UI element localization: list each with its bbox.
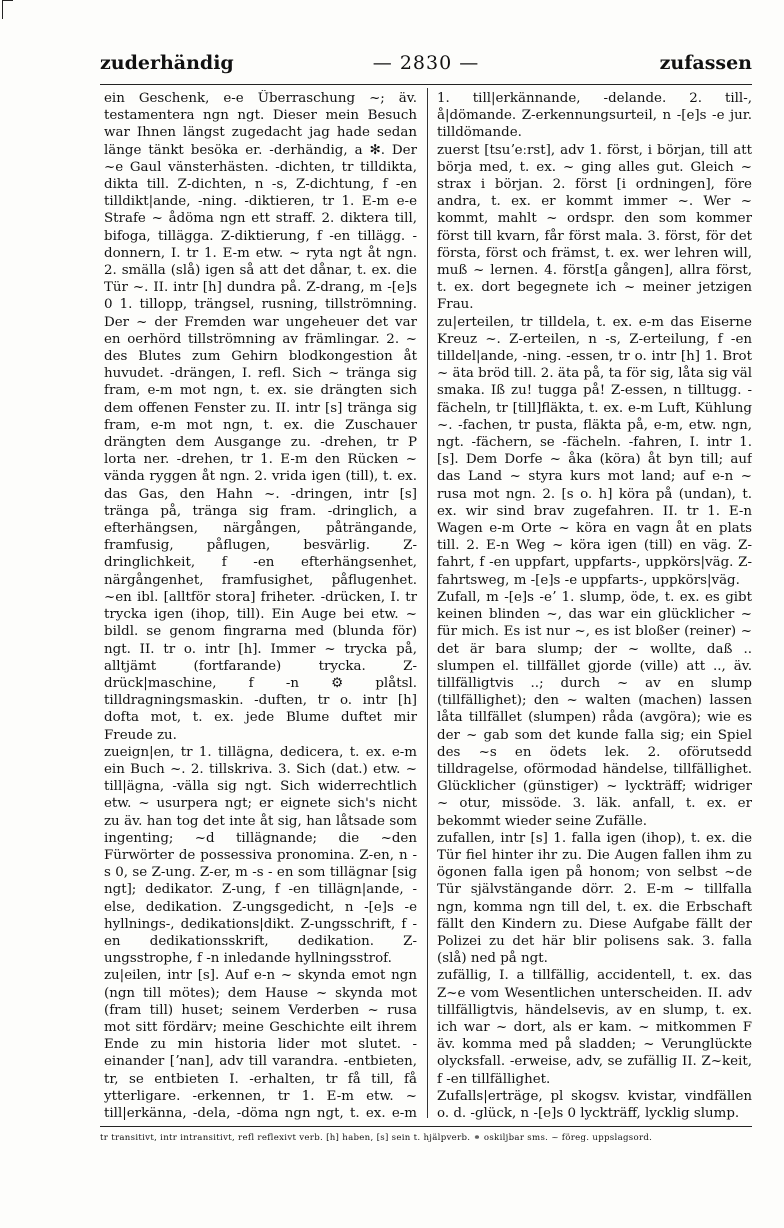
left-column xyxy=(104,90,417,1120)
right-guide-word: zufassen xyxy=(659,52,752,74)
left-guide-word: zuderhändig xyxy=(100,52,234,74)
abbreviation-key-footer: tr transitivt, intr intransitivt, refl reflexivt verb. [h] haben, [s] sein t. hjälpverb. ⚭ oskiljbar sms. ~ föreg. uppslagsord. xyxy=(100,1133,653,1143)
footer-rule xyxy=(100,1126,752,1127)
dictionary-entry: Zufalls|erträge, pl skogsv. kvistar, vindfällen o. d. -glück, n -[e]s 0 lyckträff, lycklig slump. xyxy=(437,1088,752,1120)
dictionary-entry: Zufall, m -[e]s -eʼ 1. slump, öde, t. ex. es gibt keinen blinden ~, das war ein glücklicher ~ für mich. Es ist nur ~, es ist bloßer (reiner) ~ det är bara slump; der ~ wollte, daß .. slumpen el. tillfället gjorde (ville) att .., äv. tillfälligtvis ..; durch ~ av en slump (tillfällighet); den ~ walten (machen) lassen låta tillfället (slumpen) råda (avgöra); wie es der ~ gab som det kunde falla sig; ein Spiel des ~s en ödets lek. 2. oförutsedd tilldragelse, oförmodad händelse, tillfällighet. Glücklicher (günstiger) ~ lyckträff; widriger ~ otur, missöde. 3. läk. anfall, t. ex. er bekommt wieder seine Zufälle. xyxy=(437,589,752,829)
page-number: — 2830 — xyxy=(372,52,480,74)
dictionary-entry: zufallen, intr [s] 1. falla igen (ihop), t. ex. die Tür fiel hinter ihr zu. Die Augen fallen ihm zu ögonen falla igen på honom; von selbst ~de Tür självstängande dörr. 2. E-m ~ tillfalla ngn, komma ngn till del, t. ex. die Erbschaft fällt den Kindern zu. Diese Aufgabe fällt der Polizei zu det här blir polisens sak. 3. falla (slå) ned på ngt. xyxy=(437,830,752,967)
dictionary-entry: zu|erteilen, tr tilldela, t. ex. e-m das Eiserne Kreuz ~. Z-erteilen, n -s, Z-erteilung, f -en tilldel|ande, -ning. -essen, tr o. intr [h] 1. Brot ~ äta bröd till. 2. äta på, ta för sig, låta sig väl smaka. Iß zu! tugga på! Z-essen, n tilltugg. -fächeln, tr [till]fläkta, t. ex. e-m Luft, Kühlung ~. -fachen, tr pusta, fläkta på, e-m, etw. ngn, ngt. -fächern, se -fächeln. -fahren, I. intr 1. [s]. Dem Dorfe ~ åka (köra) åt byn till; auf das Land ~ styra kurs mot land; auf e-n ~ rusa mot ngn. 2. [s o. h] köra på (undan), t. ex. wir sind brav zugefahren. II. tr 1. E-n Wagen e-m Orte ~ köra en vagn åt en plats till. 2. E-n Weg ~ köra igen (till) en väg. Z-fahrt, f -en uppfart, uppfarts-, uppkörs|väg. Z-fahrtsweg, m -[e]s -e uppfarts-, uppkörs|väg. xyxy=(437,314,752,588)
dictionary-entry: ein Geschenk, e-e Überraschung ~; äv. testamentera ngn ngt. Dieser mein Besuch war Ihnen längst zugedacht jag hade sedan länge tänkt besöka er. -derhändig, a ✻. Der ~e Gaul vänsterhästen. -dichten, tr tilldikta, dikta till. Z-dichten, n -s, Z-dichtung, f -en tilldikt|ande, -ning. -diktieren, tr 1. E-m e-e Strafe ~ ådöma ngn ett straff. 2. diktera till, bifoga, tillägga. Z-diktierung, f -en tillägg. -donnern, I. tr 1. E-m etw. ~ ryta ngt åt ngn. 2. smälla (slå) igen så att det dånar, t. ex. die Tür ~. II. intr [h] dundra på. Z-drang, m -[e]s 0 1. tillopp, trängsel, rusning, tillströmning. Der ~ der Fremden war ungeheuer det var en oerhörd tillströmning av främlingar. 2. ~ des Blutes zum Gehirn blodkongestion åt huvudet. -drängen, I. refl. Sich ~ tränga sig fram, e-m mot ngn, t. ex. sie drängten sich dem offenen Fenster zu. II. intr [s] tränga sig fram, e-m mot ngn, t. ex. die Zuschauer drängten dem Ausgange zu. -drehen, tr P lorta ner. -drehen, tr 1. E-m den Rücken ~ vända ryggen åt ngn. 2. vrida igen (till), t. ex. das Gas, den Hahn ~. -dringen, intr [s] tränga på, tränga sig fram. -dringlich, a efterhängsen, närgången, påträngande, framfusig, påflugen, besvärlig. Z-dringlichkeit, f -en efterhängsenhet, närgångenhet, framfusighet, påflugenhet. ~en ibl. [alltför stora] friheter. -drücken, I. tr trycka igen (ihop, till). Ein Auge bei etw. ~ bildl. se genom fingrarna med (blunda för) ngt. II. tr o. intr [h]. Immer ~ trycka på, alltjämt (fortfarande) trycka. Z-drück|maschine, f -n ⚙ plåtsl. tilldragningsmaskin. -duften, tr o. intr [h] dofta mot, t. ex. jede Blume duftet mir Freude zu. xyxy=(104,91,417,743)
dictionary-entry: zufällig, I. a tillfällig, accidentell, t. ex. das Z~e vom Wesentlichen unterscheiden. II. adv tillfälligtvis, händelsevis, av en slump, t. ex. ich war ~ dort, als er kam. ~ mitkommen F äv. komma med på sladden; ~ Verunglückte olycksfall. -erweise, adv, se zufällig II. Z~keit, f -en tillfällighet. xyxy=(437,968,752,1087)
page-header xyxy=(100,50,752,80)
right-column xyxy=(437,90,752,1120)
dictionary-entry: zueign|en, tr 1. tillägna, dedicera, t. ex. e-m ein Buch ~. 2. tillskriva. 3. Sich (dat.) etw. ~ till|ägna, -välla sig ngt. Sich widerrechtlich etw. ~ usurpera ngt; er eignete sich's nicht zu äv. han tog det inte åt sig, han låtsade som ingenting; ~d tillägnande; die ~den Fürwörter de possessiva pronomina. Z-en, n -s 0, se Z-ung. Z-er, m -s - en som tillägnar [sig ngt]; dedikator. Z-ung, f -en tillägn|ande, -else, dedikation. Z-ungsgedicht, n -[e]s -e hyllnings-, dedikations|dikt. Z-ungsschrift, f -en dedikationsskrift, dedikation. Z-ungsstrophe, f -n inledande hyllningsstrof. xyxy=(104,744,417,967)
dictionary-entry: zuerst [tsuʼeːrst], adv 1. först, i början, till att börja med, t. ex. ~ ging alles gut. Gleich ~ strax i början. 2. först [i ordningen], före andra, t. ex. er kommt immer ~. Wer ~ kommt, mahlt ~ ordspr. den som kommer först till kvarn, får först mala. 3. först, för det första, först och främst, t. ex. wer lehren will, muß ~ lernen. 4. först[a gången], allra först, t. ex. dort begegnete ich ~ meiner jetzigen Frau. xyxy=(437,142,752,313)
corner-crop-mark xyxy=(2,0,13,19)
dictionary-entry: 1. till|erkännande, -delande. 2. till-, å|dömande. Z-erkennungsurteil, n -[e]s -e jur. tilldömande. xyxy=(437,91,752,141)
dictionary-entry: zu|eilen, intr [s]. Auf e-n ~ skynda emot ngn (ngn till mötes); dem Hause ~ skynda mot (fram till) huset; seinem Verderben ~ rusa mot sitt fördärv; meine Geschichte eilt ihrem Ende zu min historia lider mot slutet. -einander [ʼnan], adv till varandra. -entbieten, tr, se entbieten I. -erhalten, tr få till, få ytterligare. -erkennen, tr 1. E-m etw. ~ till|erkänna, -dela, -döma ngn ngt, t. ex. e-m xyxy=(104,968,417,1120)
header-rule xyxy=(100,84,752,85)
column-divider xyxy=(427,88,428,1118)
